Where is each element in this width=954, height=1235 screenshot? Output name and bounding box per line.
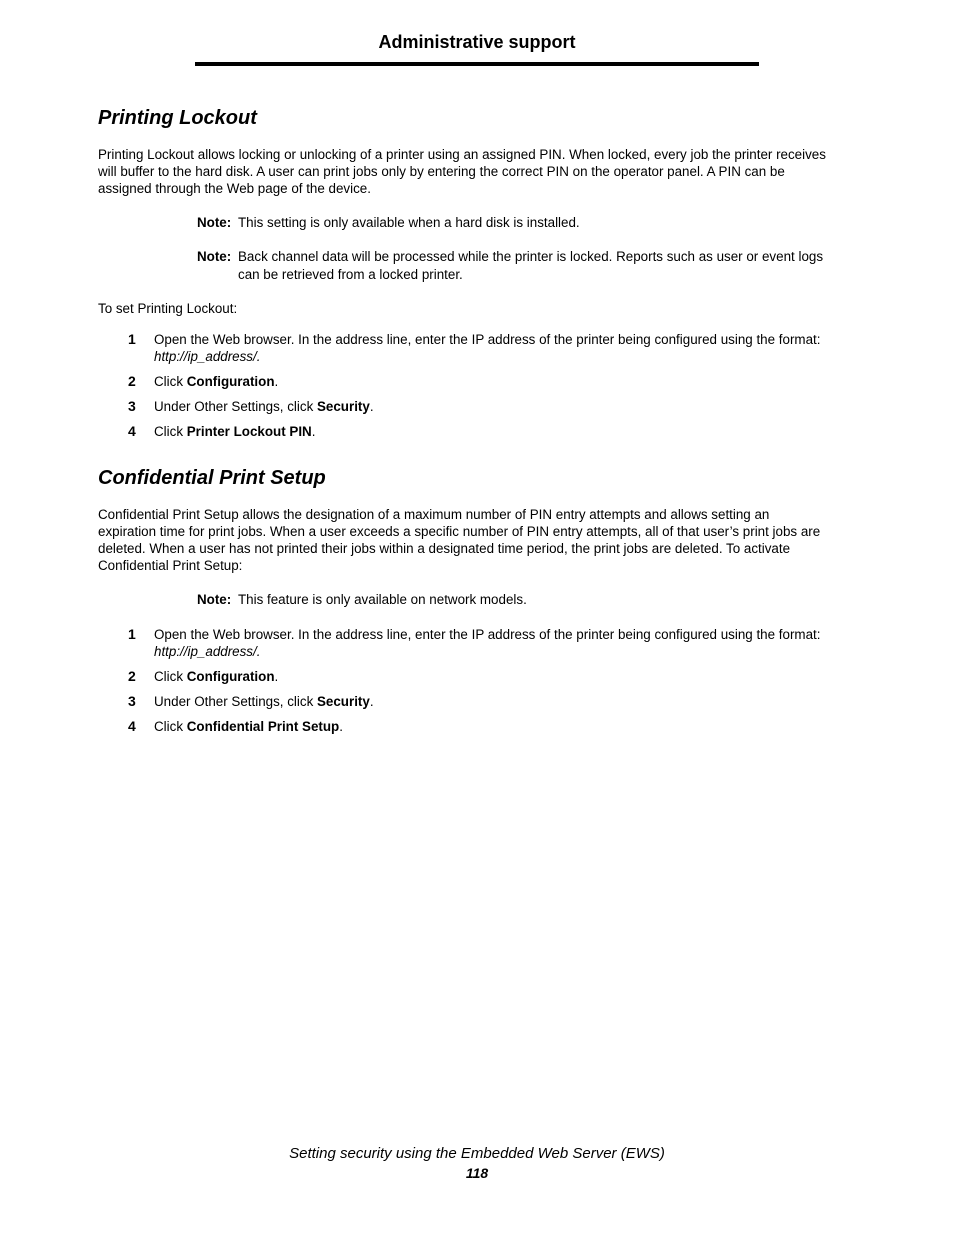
ui-term: Configuration: [186, 669, 275, 684]
step-3: [128, 693, 858, 710]
step-4: [128, 423, 858, 440]
header-rule: [195, 62, 759, 66]
ui-term: Configuration: [186, 374, 275, 389]
step-2: [128, 668, 858, 685]
step-number: 1: [128, 331, 136, 347]
printing-lockout-lead-in: To set Printing Lockout:: [98, 301, 238, 316]
step-text: Click Printer Lockout PIN.: [154, 424, 316, 439]
step-number: 2: [128, 373, 136, 389]
step-text: Click Configuration.: [154, 669, 279, 684]
step-url: http://ip_address/.: [154, 644, 261, 659]
step-text: Under Other Settings, click Security.: [154, 399, 374, 414]
confidential-print-intro: [98, 506, 858, 574]
step-1: [128, 331, 858, 365]
intro-line: will buffer to the hard disk. A user can print jobs only by entering the correct PIN on the operator panel. A PIN can be: [98, 164, 785, 179]
note-network-models: [197, 591, 857, 609]
intro-line: deleted. When a user has not printed their jobs within a designated time period, the print jobs are deleted. To activate: [98, 541, 791, 556]
note-text: This feature is only available on network models.: [238, 592, 527, 607]
intro-line: Printing Lockout allows locking or unlocking of a printer using an assigned PIN. When locked, every job the printer receives: [98, 147, 826, 162]
note-back-channel: [197, 248, 857, 283]
note-text: Back channel data will be processed while the printer is locked. Reports such as user or event logs: [238, 249, 824, 264]
note-text: This setting is only available when a hard disk is installed.: [238, 215, 580, 230]
ui-term: Confidential Print Setup: [186, 719, 340, 734]
ui-term: Printer Lockout PIN: [186, 424, 312, 439]
page-number: 118: [465, 1165, 489, 1181]
page-header-title: Administrative support: [378, 32, 576, 52]
printing-lockout-intro: [98, 146, 858, 197]
note-label: Note:: [197, 215, 232, 230]
step-text: Click Confidential Print Setup.: [154, 719, 343, 734]
step-number: 4: [128, 423, 136, 439]
step-number: 3: [128, 398, 136, 414]
step-4: [128, 718, 858, 735]
intro-line: expiration time for print jobs. When a user exceeds a specific number of PIN entry attempts, all of that user’s print jobs are: [98, 524, 821, 539]
step-3: [128, 398, 858, 415]
step-text: Under Other Settings, click Security.: [154, 694, 374, 709]
section-heading-printing-lockout: Printing Lockout: [98, 107, 257, 129]
step-text: Open the Web browser. In the address line, enter the IP address of the printer being configured using the format:: [154, 332, 821, 347]
step-2: [128, 373, 858, 390]
section-heading-confidential-print: Confidential Print Setup: [98, 467, 326, 489]
step-text: Open the Web browser. In the address line, enter the IP address of the printer being configured using the format:: [154, 627, 821, 642]
step-number: 3: [128, 693, 136, 709]
step-number: 4: [128, 718, 136, 734]
intro-line: Confidential Print Setup:: [98, 558, 243, 573]
intro-line: Confidential Print Setup allows the designation of a maximum number of PIN entry attempts and allows setting an: [98, 507, 770, 522]
note-text: can be retrieved from a locked printer.: [238, 266, 463, 282]
footer-title: Setting security using the Embedded Web Server (EWS): [289, 1145, 665, 1162]
note-label: Note:: [197, 592, 232, 607]
step-url: http://ip_address/.: [154, 349, 261, 364]
ui-term: Security: [316, 694, 370, 709]
step-number: 2: [128, 668, 136, 684]
step-text: Click Configuration.: [154, 374, 279, 389]
step-number: 1: [128, 626, 136, 642]
step-1: [128, 626, 858, 660]
note-hard-disk: [197, 214, 857, 232]
note-label: Note:: [197, 249, 232, 264]
intro-line: assigned through the Web page of the device.: [98, 181, 371, 196]
ui-term: Security: [316, 399, 370, 414]
